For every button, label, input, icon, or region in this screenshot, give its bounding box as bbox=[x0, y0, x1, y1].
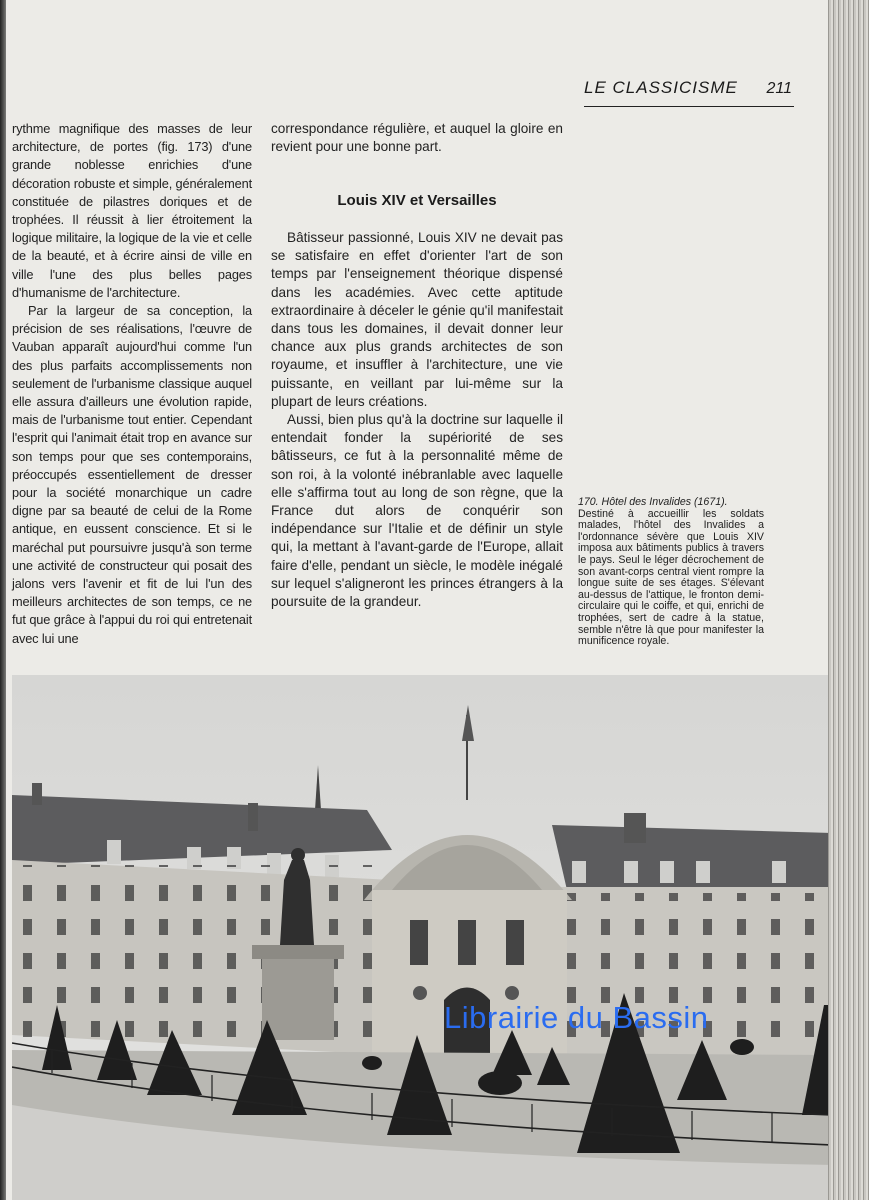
running-title: LE CLASSICISME bbox=[584, 78, 738, 97]
left-text-column bbox=[12, 120, 252, 648]
watermark: Librairie du Bassin bbox=[444, 1000, 709, 1035]
page-edges bbox=[826, 0, 869, 1200]
middle-text-column bbox=[271, 229, 563, 611]
middle-paragraph-2: Aussi, bien plus qu'à la doctrine sur laquelle il entendait fonder la supériorité de ses bâtisseurs, ce fut à la personnalité même de son roi, à la volonté inébranlable avec laquelle elle s'affirma tout au long de son règne, que la France dut alors de conquérir son indépendance sur l'Italie et de définir un style qui, la mettant à l'avant-garde de l'Europe, allait faire d'elle, pendant un siècle, le modèle inégalé sur lequel s'aligneront les princes étrangers à la poursuite de la grandeur. bbox=[271, 412, 563, 610]
book-page bbox=[6, 0, 828, 1200]
figure-caption-title: 170. Hôtel des Invalides (1671). bbox=[578, 496, 728, 508]
middle-intro-paragraph: correspondance régulière, et auquel la gloire en revient pour une bonne part. bbox=[271, 121, 563, 155]
middle-paragraph-1: Bâtisseur passionné, Louis XIV ne devait pas se satisfaire en effet d'orienter l'art de son temps par l'enseignement théorique dispensé dans les académies. Avec cette aptitude extraordinaire à déceler le génie qu'il manifestait dans tous les domaines, il devait donner leur chance aux plus grands architectes de son royaume, et insuffler à l'architecture, une vie puissante, en veillant par lui-même sur la plupart de leurs créations. bbox=[271, 230, 563, 409]
section-title: Louis XIV et Versailles bbox=[337, 192, 497, 209]
left-paragraph-1: rythme magnifique des masses de leur architecture, de portes (fig. 173) d'une grande noblesse enrichies d'une décoration robuste et simple, généralement constituée de pilastres doriques et de trophées. Il réussit à lier étroitement la logique militaire, la logique de la vie et celle de la beauté, et à écrire ainsi de ville en ville l'une des plus belles pages d'humanisme de l'architecture. bbox=[12, 121, 252, 300]
middle-intro-text bbox=[271, 120, 563, 156]
hotel-des-invalides-photo bbox=[12, 675, 828, 1200]
running-header bbox=[584, 78, 794, 107]
left-paragraph-2: Par la largeur de sa conception, la précision de ses réalisations, l'œuvre de Vauban apparaît aujourd'hui comme l'un des plus parfaits accomplissements non seulement de l'urbanisme classique auquel elle assura d'ailleurs une évolution rapide, mais de l'urbanisme tout entier. Cependant l'esprit qui l'animait était trop en avance sur son temps pour que ses contemporains, préoccupés essentiellement de dresser pour la société monarchique un cadre digne par sa beauté de celui de la Rome antique, en eussent conscience. Et si le maréchal put poursuivre jusqu'à son terme une activité de constructeur qui posait des jalons vers l'avenir et fit de lui l'un des meilleurs architectes de son temps, ce ne fut que grâce à l'appui du roi qui entretenait avec lui une bbox=[12, 303, 252, 646]
page-number: 211 bbox=[766, 80, 792, 97]
figure-caption bbox=[578, 497, 764, 648]
figure-caption-text: Destiné à accueillir les soldats malades, l'hôtel des Invalides a l'ordonnance sévère que Louis XIV imposa aux bâtiments publics à travers le pays. Seul le léger décrochement de son avant-corps central vient rompre la longue suite de ses étages. S'élevant au-dessus de l'attique, le fronton demi-circulaire qui le coiffe, et qui, enrichi de trophées, sert de cadre à la statue, semble n'être là que pour manifester la munificence royale. bbox=[578, 507, 764, 648]
